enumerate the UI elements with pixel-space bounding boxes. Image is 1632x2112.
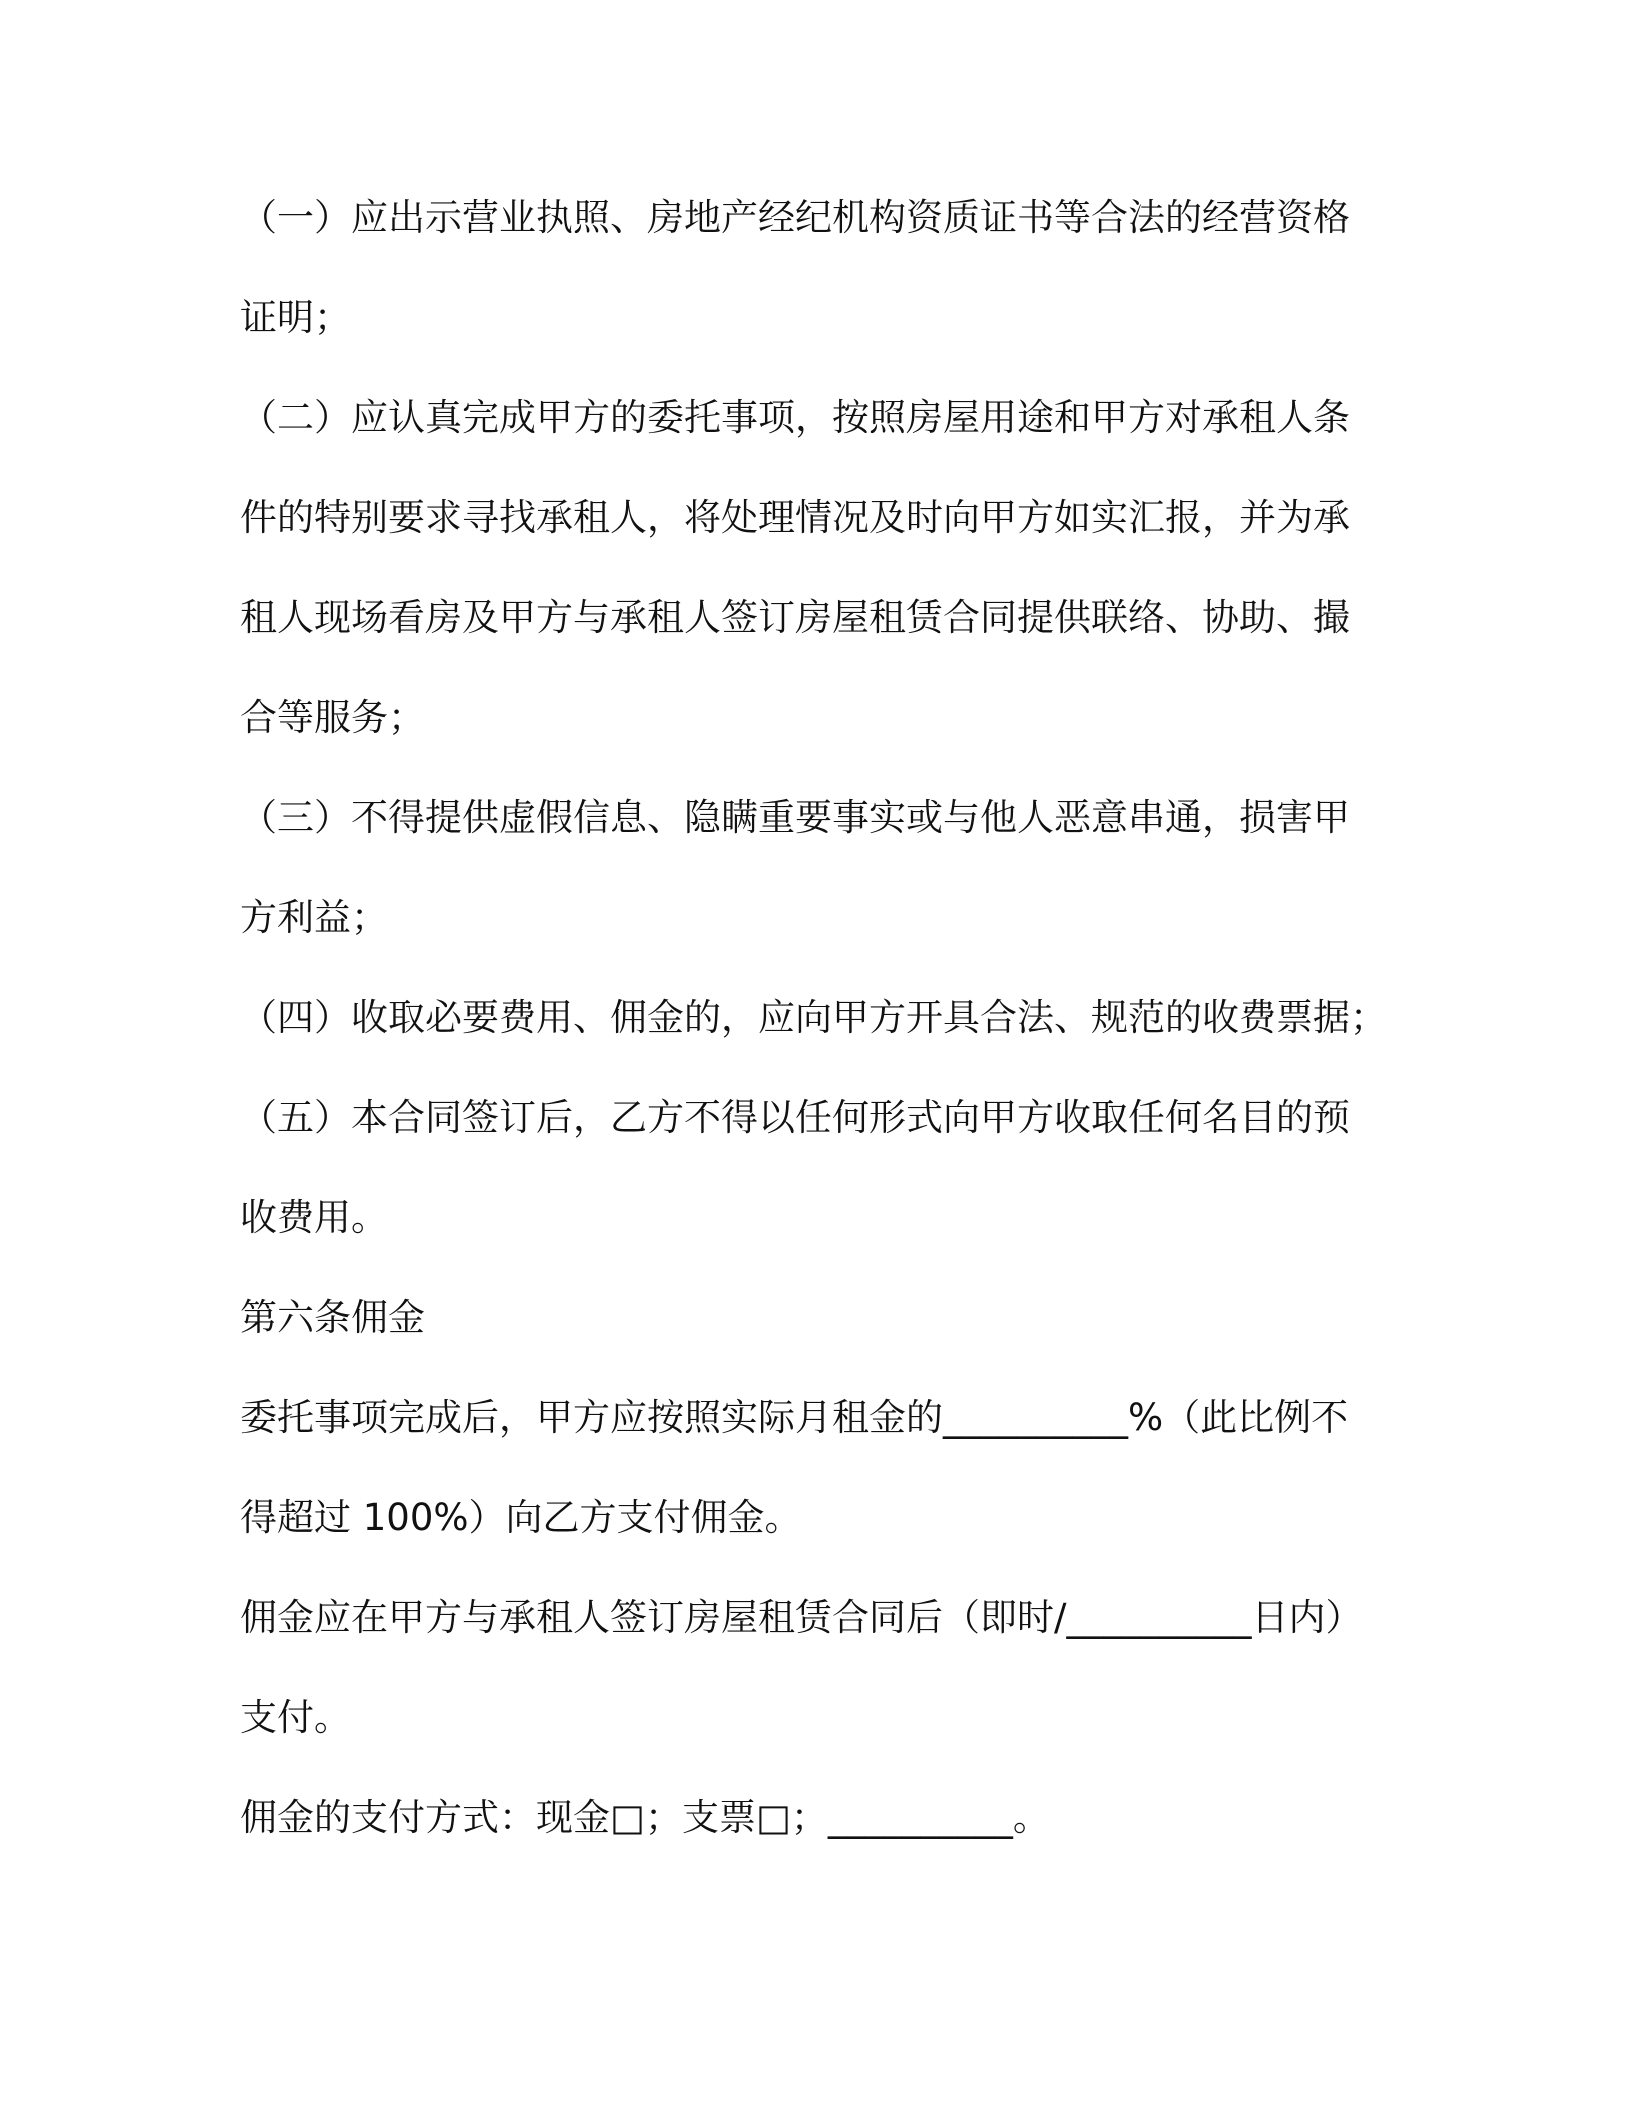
text-line-clause-2-cont-1: 件的特别要求寻找承租人，将处理情况及时向甲方如实汇报，并为承 — [240, 496, 1350, 539]
text-line-clause-2-cont-2: 租人现场看房及甲方与承租人签订房屋租赁合同提供联络、协助、撮 — [240, 596, 1350, 639]
text-line-clause-1-end: 证明； — [240, 296, 351, 339]
text-line-clause-5-start: （五）本合同签订后，乙方不得以任何形式向甲方收取任何名目的预 — [240, 1096, 1350, 1139]
text-line-commission-rate-end: 得超过 100%）向乙方支付佣金。 — [240, 1496, 802, 1539]
text-line-clause-1-start: （一）应出示营业执照、房地产经纪机构资质证书等合法的经营资格 — [240, 196, 1350, 239]
text-line-clause-3-start: （三）不得提供虚假信息、隐瞒重要事实或与他人恶意串通，损害甲 — [240, 796, 1350, 839]
text-line-payment-timing-end: 支付。 — [240, 1696, 351, 1739]
text-line-clause-2-start: （二）应认真完成甲方的委托事项，按照房屋用途和甲方对承租人条 — [240, 396, 1350, 439]
text-line-commission-rate: 委托事项完成后，甲方应按照实际月租金的__________%（此比例不 — [240, 1396, 1349, 1439]
article-6-heading: 第六条佣金 — [240, 1296, 425, 1339]
text-line-clause-2-end: 合等服务； — [240, 696, 425, 739]
text-line-clause-5-end: 收费用。 — [240, 1196, 388, 1239]
text-line-clause-3-end: 方利益； — [240, 896, 388, 939]
text-line-clause-4: （四）收取必要费用、佣金的，应向甲方开具合法、规范的收费票据； — [240, 996, 1387, 1039]
text-line-payment-method: 佣金的支付方式：现金□；支票□；__________。 — [240, 1796, 1050, 1839]
text-line-payment-timing: 佣金应在甲方与承租人签订房屋租赁合同后（即时/__________日内） — [240, 1596, 1363, 1639]
